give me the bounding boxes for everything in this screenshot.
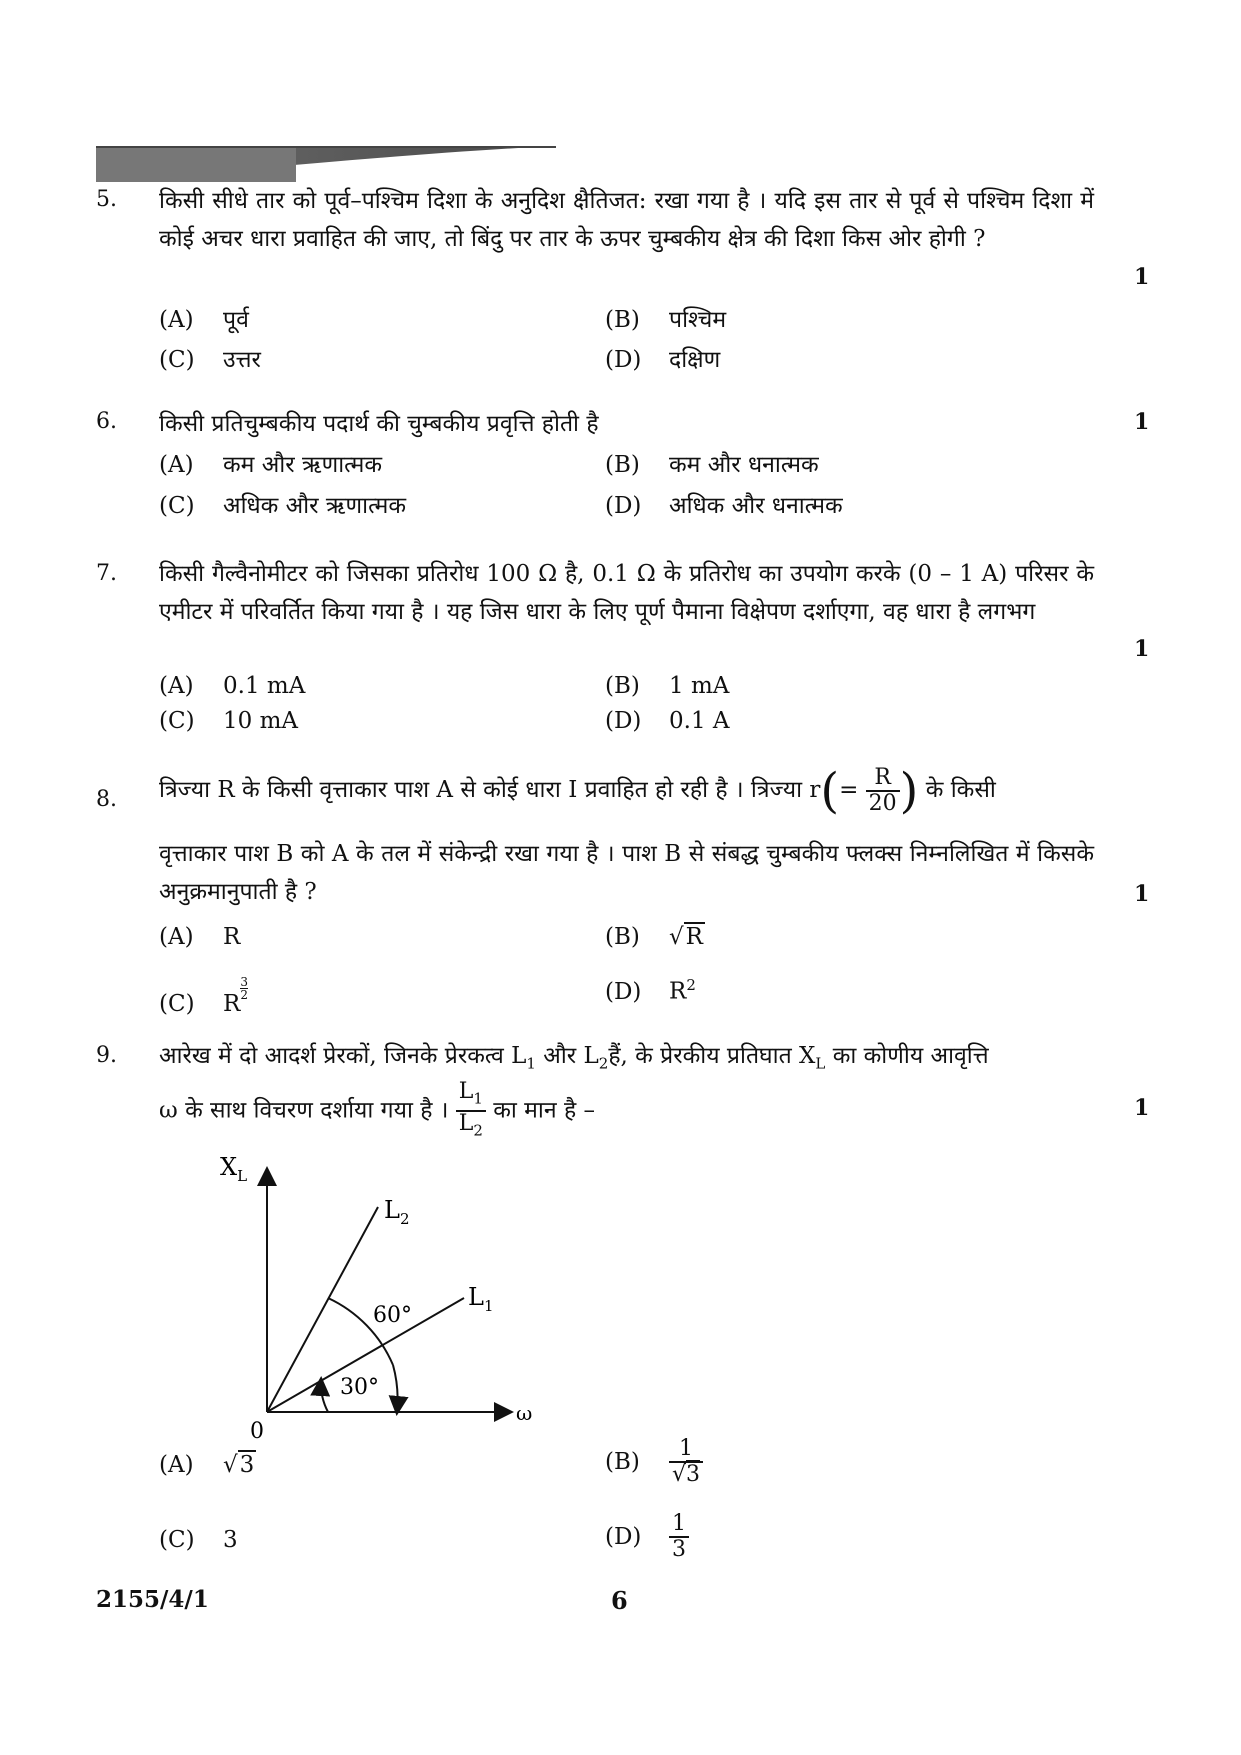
y-axis-label: $X_L$ xyxy=(220,1153,248,1185)
option-c: (C) 3 xyxy=(159,1527,238,1553)
inductive-reactance-diagram xyxy=(200,1150,560,1440)
option-c: (C) अधिक और ऋणात्मक xyxy=(159,493,406,519)
header-decorative-bar xyxy=(96,146,556,182)
angle-30-label: 30° xyxy=(340,1375,379,1400)
option-a: (A) 0.1 mA xyxy=(159,673,306,699)
question-text: किसी प्रतिचुम्बकीय पदार्थ की चुम्बकीय प्रवृत्ति होती है xyxy=(159,411,599,437)
option-d: (D) अधिक और धनात्मक xyxy=(605,493,843,519)
question-number: 8. xyxy=(96,787,117,812)
option-a: (A) √3 xyxy=(159,1452,255,1478)
r-fraction: $\frac{R}{20}$ xyxy=(866,766,900,816)
question-text: किसी गैल्वैनोमीटर को जिसका प्रतिरोध 100 Ω है, 0.1 Ω के प्रतिरोध का उपयोग करके (0 – 1 A) परिसर के एमीटर में परिवर्तित किया गया है । यह जिस धारा के लिए पूर्ण पैमाना विक्षेपण दर्शाएगा, वह धारा है लगभग xyxy=(159,561,1094,625)
x-axis-label: ω xyxy=(516,1401,533,1425)
question-marks: 1 xyxy=(1134,409,1150,435)
question-number: 7. xyxy=(96,561,117,586)
question-text: किसी सीधे तार को पूर्व–पश्चिम दिशा के अनुदिश क्षैतिजत: रखा गया है । यदि इस तार से पूर्व से पश्चिम दिशा में कोई अचर धारा प्रवाहित की जाए, तो बिंदु पर तार के ऊपर चुम्बकीय क्षेत्र की दिशा किस ओर होगी ? xyxy=(159,188,1094,252)
page-number: 6 xyxy=(611,1586,628,1615)
option-a: (A) कम और ऋणात्मक xyxy=(159,452,383,478)
angle-30-arc xyxy=(321,1380,328,1412)
question-text-line2: ω के साथ विचरण दर्शाया गया है । $\frac{L_1}{L_2}$ का मान है – xyxy=(159,1080,1094,1143)
paper-code: 2155/4/1 xyxy=(96,1586,209,1613)
option-c: (C) R $\frac{3}{2}$ xyxy=(159,975,248,1017)
angle-60-arc-lower xyxy=(393,1365,398,1412)
angle-60-label: 60° xyxy=(373,1303,412,1328)
option-a: (A) पूर्व xyxy=(159,307,249,333)
question-text-line2: वृत्ताकार पाश B को A के तल में संकेन्द्री रखा गया है । पाश B से संबद्ध चुम्बकीय फ्लक्स निम्नलिखित में किसके अनुक्रमानुपाती है ? xyxy=(159,841,1094,905)
question-text-line1: आरेख में दो आदर्श प्रेरकों, जिनके प्रेरकत्व $L_1$ और $L_2हैं$, के प्रेरकीय प्रतिघात $X_L$ का कोणीय आवृत्ति xyxy=(159,1043,989,1073)
question-marks: 1 xyxy=(1134,881,1150,907)
line-l2-label: $L_2$ xyxy=(384,1196,410,1228)
origin-label: 0 xyxy=(250,1419,264,1440)
question-number: 9. xyxy=(96,1043,117,1068)
option-d: (D) 0.1 A xyxy=(605,708,730,734)
question-marks: 1 xyxy=(1134,636,1150,662)
question-number: 6. xyxy=(96,409,117,434)
l1-over-l2-fraction: $\frac{L_1}{L_2}$ xyxy=(456,1080,486,1143)
option-d: (D) दक्षिण xyxy=(605,347,721,373)
question-text-line1: त्रिज्या R के किसी वृत्ताकार पाश A से कोई धारा I प्रवाहित हो रही है । त्रिज्या r(= $\frac{R}{20}$ ) के किसी xyxy=(159,763,996,819)
question-marks: 1 xyxy=(1134,264,1150,290)
option-b: (B) 1 mA xyxy=(605,673,730,699)
question-marks: 1 xyxy=(1134,1095,1150,1121)
option-c: (C) 10 mA xyxy=(159,708,298,734)
option-b: (B) कम और धनात्मक xyxy=(605,452,819,478)
option-b: (B) $\frac{1}{√3}$ xyxy=(605,1437,703,1487)
option-a: (A) R xyxy=(159,924,241,950)
option-b: (B) √R xyxy=(605,924,703,950)
option-d: (D) $\frac{1}{3}$ xyxy=(605,1512,689,1562)
option-c: (C) उत्तर xyxy=(159,347,261,373)
option-d: (D) $R^2$ xyxy=(605,976,696,1005)
question-number: 5. xyxy=(96,187,117,212)
option-b: (B) पश्चिम xyxy=(605,307,727,333)
line-l1-label: $L_1$ xyxy=(468,1283,494,1315)
